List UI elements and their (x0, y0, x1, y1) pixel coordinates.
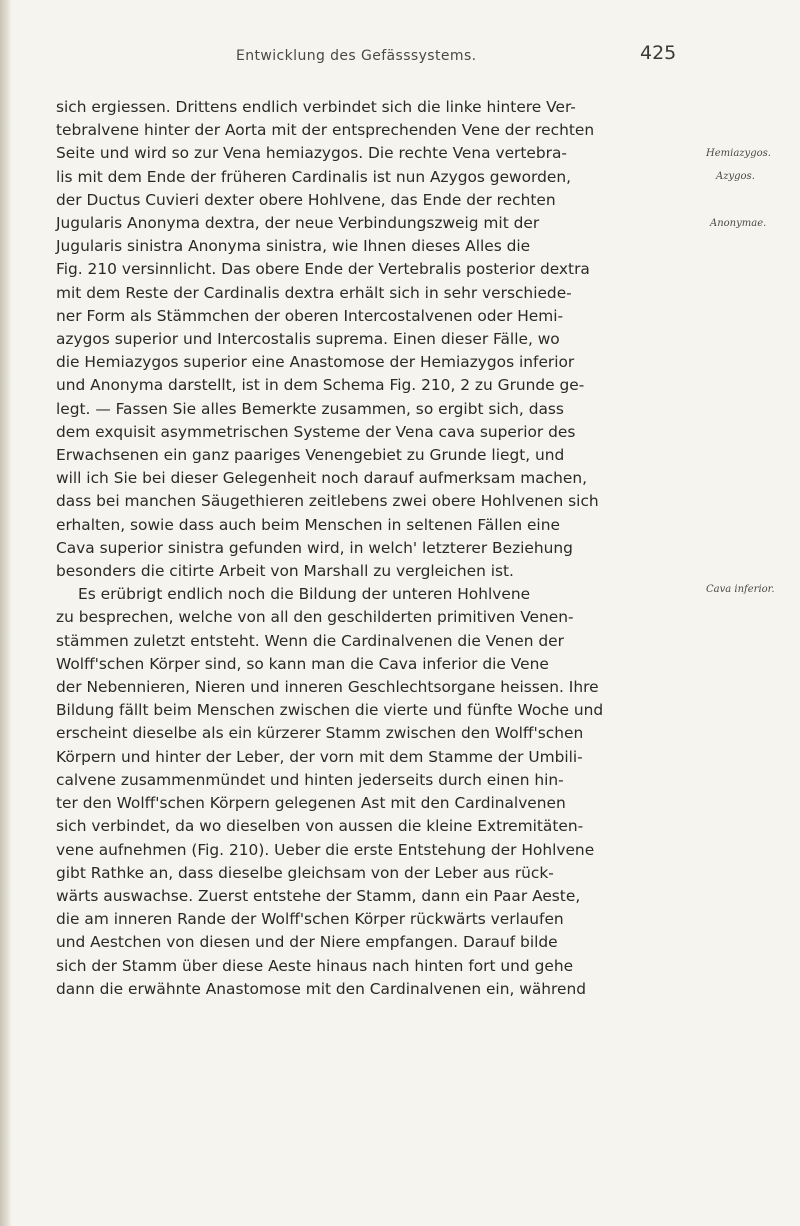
text-line: sich verbindet, da wo dieselben von aussen die kleine Extremitäten- (56, 817, 584, 836)
text-line: gibt Rathke an, dass dieselbe gleichsam von der Leber aus rück- (56, 863, 554, 882)
text-line: vene aufnehmen (Fig. 210). Ueber die erste Entstehung der Hohlvene (56, 840, 595, 859)
text-line: erhalten, sowie dass auch beim Menschen in seltenen Fällen eine (56, 515, 560, 534)
text-line: Seite und wird so zur Vena hemiazygos. Die rechte Vena vertebra- (56, 144, 567, 163)
text-line: sich der Stamm über diese Aeste hinaus nach hinten fort und gehe (56, 956, 574, 975)
text-line: und Aestchen von diesen und der Niere empfangen. Darauf bilde (56, 933, 558, 952)
text-line: mit dem Reste der Cardinalis dextra erhält sich in sehr verschiede- (56, 283, 572, 302)
text-line: und Anonyma darstellt, ist in dem Schema Fig. 210, 2 zu Grunde ge- (56, 376, 585, 395)
text-line: sich ergiessen. Drittens endlich verbindet sich die linke hintere Ver- (56, 98, 576, 116)
text-line: Jugularis Anonyma dextra, der neue Verbindungszweig mit der (56, 214, 540, 233)
margin-note-anonymae: Anonymae. (710, 218, 767, 229)
margin-note-cava-inferior: Cava inferior. (706, 584, 775, 595)
text-line: Fig. 210 versinnlicht. Das obere Ende der Vertebralis posterior dextra (56, 260, 590, 279)
margin-note-azygos: Azygos. (716, 171, 755, 182)
body-text (56, 96, 686, 1001)
text-line: calvene zusammenmündet und hinten jederseits durch einen hin- (56, 770, 564, 789)
text-line: zu besprechen, welche von all den geschilderten primitiven Venen- (56, 608, 574, 627)
text-line: besonders die citirte Arbeit von Marshall zu vergleichen ist. (56, 562, 514, 581)
text-line: Erwachsenen ein ganz paariges Venengebiet zu Grunde liegt, und (56, 446, 565, 465)
text-line: will ich Sie bei dieser Gelegenheit noch darauf aufmerksam machen, (56, 469, 587, 488)
text-line: lis mit dem Ende der früheren Cardinalis ist nun Azygos geworden, (56, 167, 571, 186)
text-line: Wolff'schen Körper sind, so kann man die Cava inferior die Vene (56, 654, 549, 673)
text-line: dem exquisit asymmetrischen Systeme der Vena cava superior des (56, 422, 576, 441)
text-line: wärts auswachse. Zuerst entstehe der Stamm, dann ein Paar Aeste, (56, 886, 581, 905)
text-line: der Ductus Cuvieri dexter obere Hohlvene, das Ende der rechten (56, 190, 556, 209)
text-line: die Hemiazygos superior eine Anastomose der Hemiazygos inferior (56, 353, 575, 372)
text-line: legt. — Fassen Sie alles Bemerkte zusammen, so ergibt sich, dass (56, 399, 564, 418)
text-line: ner Form als Stämmchen der oberen Intercostalvenen oder Hemi- (56, 306, 564, 325)
text-line: ter den Wolff'schen Körpern gelegenen Ast mit den Cardinalvenen (56, 794, 566, 813)
text-line: Jugularis sinistra Anonyma sinistra, wie Ihnen dieses Alles die (56, 237, 531, 256)
margin-note-hemiazygos: Hemiazygos. (706, 148, 771, 159)
text-line: Es erübrigt endlich noch die Bildung der unteren Hohlvene (78, 585, 531, 604)
text-line: dann die erwähnte Anastomose mit den Cardinalvenen ein, während (56, 979, 587, 998)
text-line: Cava superior sinistra gefunden wird, in welch' letzterer Beziehung (56, 538, 573, 557)
text-line: die am inneren Rande der Wolff'schen Körper rückwärts verlaufen (56, 910, 564, 929)
page-number: 425 (640, 42, 677, 64)
running-title: Entwicklung des Gefässsystems. (236, 48, 477, 64)
page-binding-shadow (0, 0, 12, 1226)
text-line: Bildung fällt beim Menschen zwischen die vierte und fünfte Woche und (56, 701, 604, 720)
text-line: dass bei manchen Säugethieren zeitlebens zwei obere Hohlvenen sich (56, 492, 599, 511)
text-line: tebralvene hinter der Aorta mit der entsprechenden Vene der rechten (56, 121, 595, 140)
text-line: der Nebennieren, Nieren und inneren Geschlechtsorgane heissen. Ihre (56, 678, 599, 697)
text-line: stämmen zuletzt entsteht. Wenn die Cardinalvenen die Venen der (56, 631, 564, 650)
text-line: Körpern und hinter der Leber, der vorn mit dem Stamme der Umbili- (56, 747, 583, 766)
text-line: erscheint dieselbe als ein kürzerer Stamm zwischen den Wolff'schen (56, 724, 584, 743)
text-line: azygos superior und Intercostalis suprema. Einen dieser Fälle, wo (56, 330, 560, 349)
